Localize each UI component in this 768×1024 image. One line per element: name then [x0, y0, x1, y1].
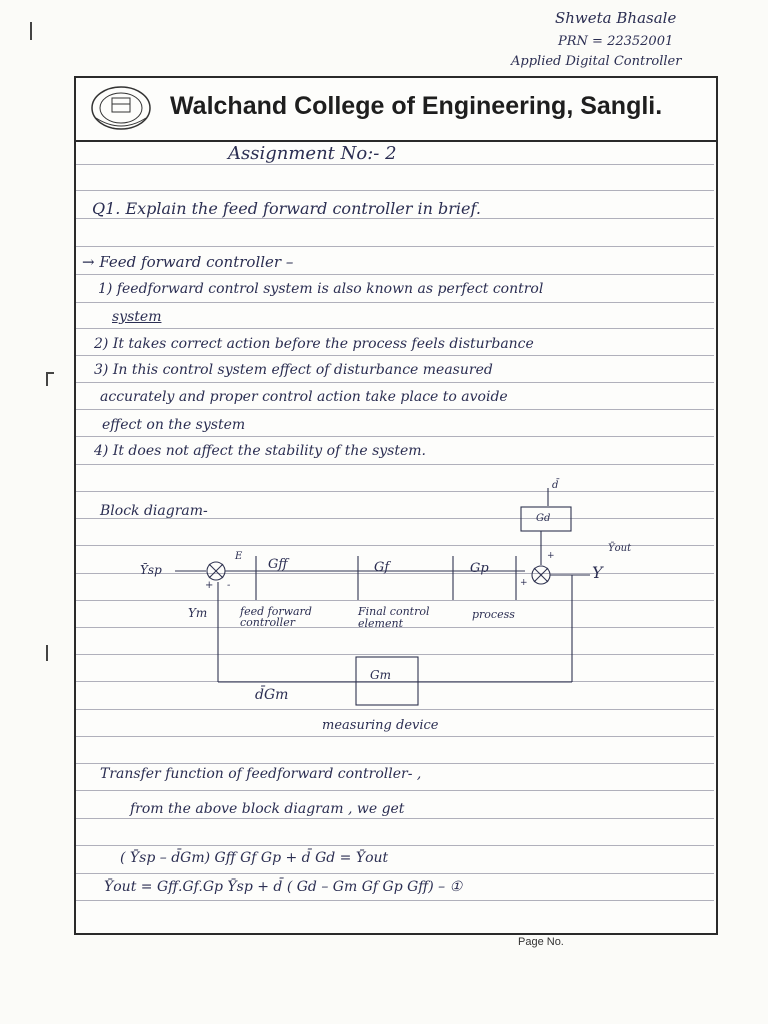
point-line: 2) It takes correct action before the process feels disturbance — [94, 336, 534, 352]
college-name: Walchand College of Engineering, Sangli. — [170, 92, 663, 120]
student-name: Shweta Bhasale — [555, 9, 677, 27]
assignment-title: Assignment No:- 2 — [228, 143, 397, 164]
plus-sign: + — [520, 578, 528, 588]
block-gd: Gd — [536, 513, 551, 524]
page-number-label: Page No. — [518, 936, 564, 948]
transfer-line: from the above block diagram , we get — [130, 801, 405, 817]
label-final-control: Final control element — [358, 605, 430, 630]
point-line: accurately and proper control action take place to avoide — [100, 389, 508, 405]
error-label: E — [235, 551, 243, 562]
point-line: 3) In this control system effect of disturbance measured — [94, 362, 493, 378]
student-prn: PRN = 22352001 — [558, 34, 674, 49]
output-y: Y — [592, 563, 603, 582]
label-ff-controller: feed forward controller — [240, 605, 312, 629]
feedback-label: Ym — [188, 606, 208, 620]
course-name: Applied Digital Controller — [511, 54, 682, 69]
equation-1: ( Ȳsp – d̄Gm) Gff Gf Gp + d̄ Gd = Ȳout — [120, 850, 389, 866]
block-gm: Gm — [370, 668, 391, 682]
point-line: effect on the system — [102, 417, 246, 433]
point-line: 1) feedforward control system is also known as perfect control — [98, 281, 544, 297]
block-gp: Gp — [470, 561, 489, 576]
point-line: system — [112, 309, 162, 325]
input-label: Ȳsp — [140, 563, 162, 577]
disturbance-label: d̄ — [552, 480, 559, 491]
feedback-path-label: d̄Gm — [255, 687, 289, 703]
transfer-heading: Transfer function of feedforward controller- , — [100, 766, 422, 782]
block-gff: Gff — [268, 557, 288, 572]
diagram-heading: Block diagram- — [100, 503, 208, 519]
label-process: process — [472, 608, 515, 621]
question-1: Q1. Explain the feed forward controller in brief. — [92, 199, 481, 218]
equation-2: Ȳout = Gff.Gf.Gp Ȳsp + d̄ ( Gd – Gm Gf Gp Gff) – ① — [104, 879, 463, 895]
label-measuring-device: measuring device — [322, 718, 439, 733]
minus-sign: - — [227, 580, 231, 591]
output-label: Ȳout — [608, 543, 632, 554]
section-heading: → Feed forward controller – — [82, 253, 294, 271]
plus-sign: + — [205, 580, 214, 591]
block-gf: Gf — [374, 560, 390, 575]
point-line: 4) It does not affect the stability of the system. — [94, 443, 426, 459]
plus-sign: + — [547, 551, 555, 561]
